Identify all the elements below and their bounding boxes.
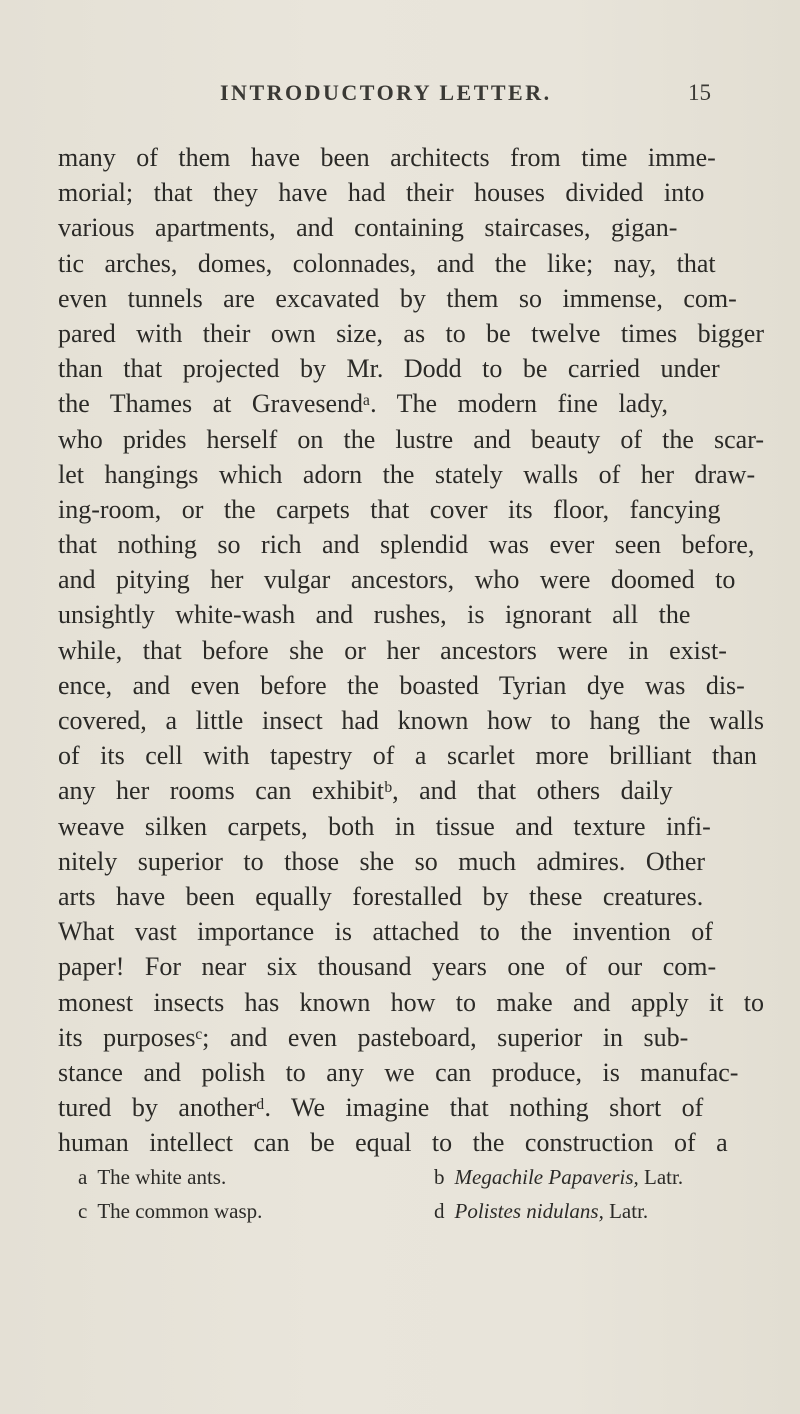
text-line: its purposesᶜ; and even pasteboard, superior in sub-: [58, 1022, 689, 1052]
text-line: tic arches, domes, colonnades, and the like; nay, that: [58, 248, 716, 278]
text-line: unsightly white-wash and rushes, is ignorant all the: [58, 600, 691, 630]
footnote-d: [434, 1194, 648, 1228]
footnote-author: Latr.: [603, 1199, 649, 1223]
text-line: who prides herself on the lustre and beauty of the scar-: [58, 424, 764, 454]
text-line: stance and polish to any we can produce, is manufac-: [58, 1057, 739, 1087]
text-line: that nothing so rich and splendid was ever seen before,: [58, 530, 755, 560]
body-text: [58, 140, 764, 1160]
text-line: monest insects has known how to make and apply it to: [58, 987, 764, 1017]
text-line: covered, a little insect had known how to hang the walls: [58, 706, 764, 735]
text-line: various apartments, and containing staircases, gigan-: [58, 213, 678, 243]
page-number: 15: [688, 80, 711, 105]
text-line: human intellect can be equal to the construction of a: [58, 1128, 728, 1158]
text-line: ence, and even before the boasted Tyrian dye was dis-: [58, 670, 745, 700]
footnote-author: Latr.: [638, 1165, 684, 1189]
footnotes: [78, 1160, 718, 1228]
text-line: arts have been equally forestalled by these creatures.: [58, 881, 704, 911]
footnote-text: The common wasp.: [97, 1199, 263, 1223]
text-line: the Thames at Gravesendᵃ. The modern fine lady,: [58, 389, 669, 419]
text-line: let hangings which adorn the stately walls of her draw-: [58, 459, 756, 489]
text-line: any her rooms can exhibitᵇ, and that others daily: [58, 776, 673, 806]
text-line: pared with their own size, as to be twelve times bigger: [58, 318, 764, 348]
footnote-row: [78, 1160, 718, 1194]
text-line: of its cell with tapestry of a scarlet more brilliant than: [58, 741, 757, 771]
text-line: What vast importance is attached to the invention of: [58, 917, 713, 947]
text-line: paper! For near six thousand years one of our com-: [58, 952, 717, 982]
text-line: and pitying her vulgar ancestors, who were doomed to: [58, 565, 736, 595]
footnote-mark: a: [78, 1165, 88, 1189]
footnote-row: [78, 1194, 718, 1228]
text-line: many of them have been architects from time imme-: [58, 143, 716, 172]
text-line: than that projected by Mr. Dodd to be carried under: [58, 354, 720, 384]
text-line: even tunnels are excavated by them so immense, com-: [58, 283, 737, 313]
footnote-mark: b: [434, 1165, 445, 1189]
text-line: nitely superior to those she so much admires. Other: [58, 846, 706, 876]
running-head: INTRODUCTORY LETTER.: [220, 80, 552, 105]
footnote-taxon: Polistes nidulans,: [454, 1199, 604, 1223]
footnote-a: [78, 1160, 226, 1194]
text-line: morial; that they have had their houses divided into: [58, 178, 705, 208]
text-line: weave silken carpets, both in tissue and texture infi-: [58, 811, 711, 841]
footnote-c: [78, 1194, 262, 1228]
footnote-taxon: Megachile Papaveris,: [454, 1165, 639, 1189]
footnote-mark: c: [78, 1199, 88, 1223]
text-line: while, that before she or her ancestors were in exist-: [58, 635, 727, 665]
footnote-mark: d: [434, 1199, 445, 1223]
text-line: ing-room, or the carpets that cover its floor, fancying: [58, 494, 721, 524]
footnote-text: The white ants.: [97, 1165, 227, 1189]
footnote-b: [434, 1160, 683, 1194]
page-header: [0, 80, 800, 120]
text-line: tured by anotherᵈ. We imagine that nothing short of: [58, 1093, 704, 1123]
